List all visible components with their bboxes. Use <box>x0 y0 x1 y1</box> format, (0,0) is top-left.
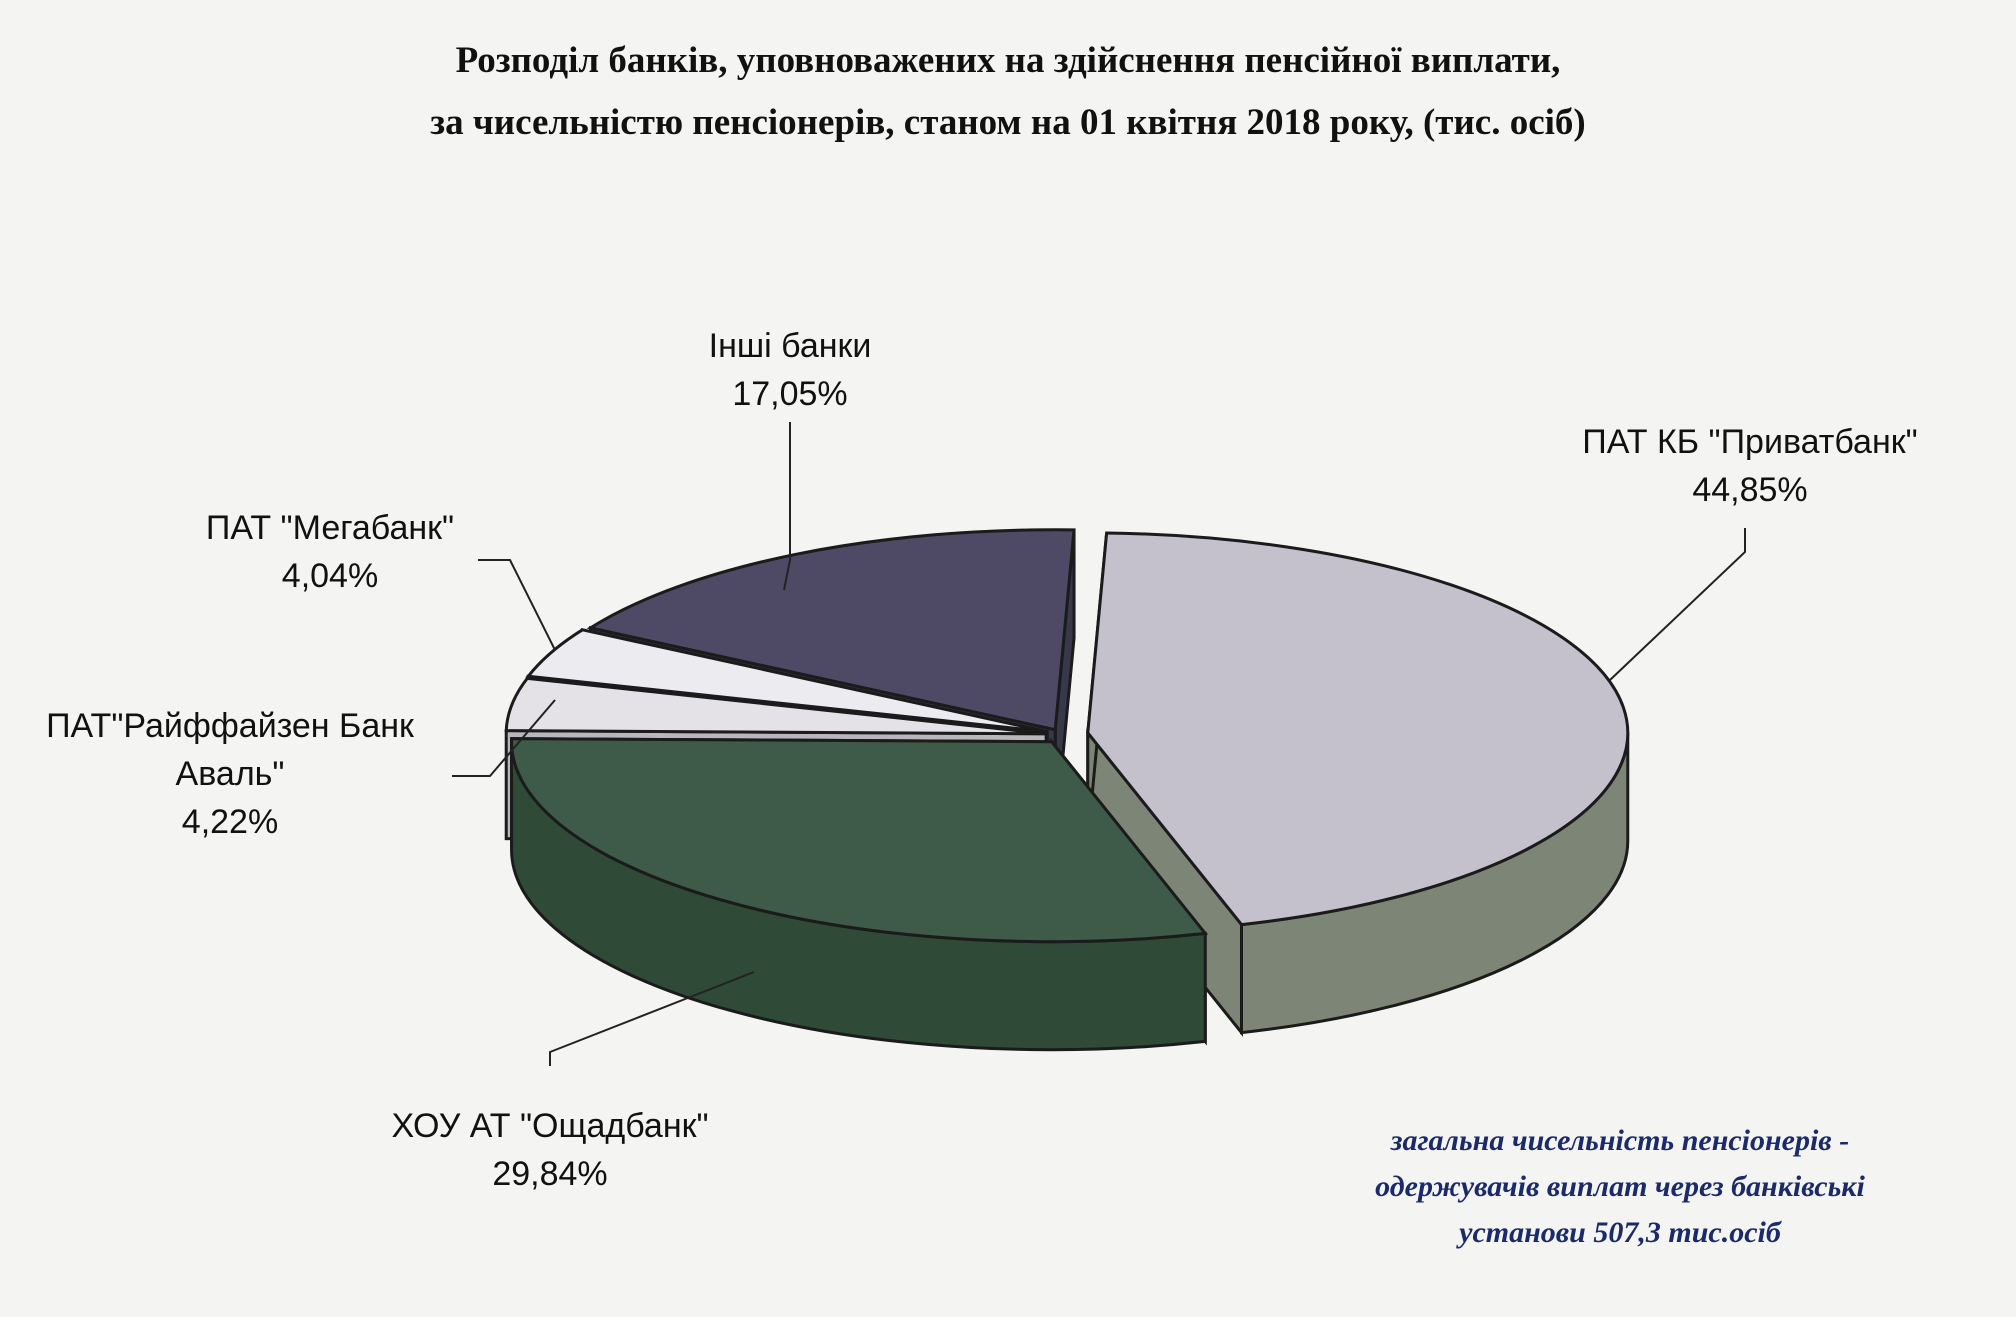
label-raiffeisen-value: 4,22% <box>181 803 279 841</box>
label-raiffeisen-name-2: Аваль" <box>175 755 285 793</box>
label-oschadbank-value: 29,84% <box>492 1155 608 1193</box>
label-raiffeisen <box>20 702 440 846</box>
label-megabank-value: 4,04% <box>281 557 379 595</box>
label-privatbank-name: ПАТ КБ "Приватбанк" <box>1582 423 1918 461</box>
label-raiffeisen-name-1: ПАТ"Райффайзен Банк <box>46 707 414 745</box>
chart-title-line-1: Розподіл банків, уповноважених на здійснення пенсійної виплати, <box>455 40 1561 81</box>
label-megabank-name: ПАТ "Мегабанк" <box>205 509 455 547</box>
total-note-line-3: установи 507,3 тис.осіб <box>1459 1216 1781 1249</box>
label-megabank <box>140 504 520 600</box>
chart-title-line-2: за чисельністю пенсіонерів, станом на 01 квітня 2018 року, (тис. осіб) <box>430 102 1586 143</box>
total-note <box>1300 1118 1940 1256</box>
label-privatbank-value: 44,85% <box>1692 471 1808 509</box>
label-other-banks-name: Інші банки <box>708 327 872 365</box>
total-note-line-2: одержувачів виплат через банківські <box>1375 1170 1865 1203</box>
label-oschadbank-name: ХОУ АТ "Ощадбанк" <box>391 1107 709 1145</box>
leader-line-privatbank <box>1610 528 1745 680</box>
label-other-banks <box>620 322 960 418</box>
label-oschadbank <box>340 1102 760 1198</box>
total-note-line-1: загальна чисельність пенсіонерів - <box>1390 1124 1850 1157</box>
label-other-banks-value: 17,05% <box>732 375 848 413</box>
label-privatbank <box>1540 418 1960 514</box>
